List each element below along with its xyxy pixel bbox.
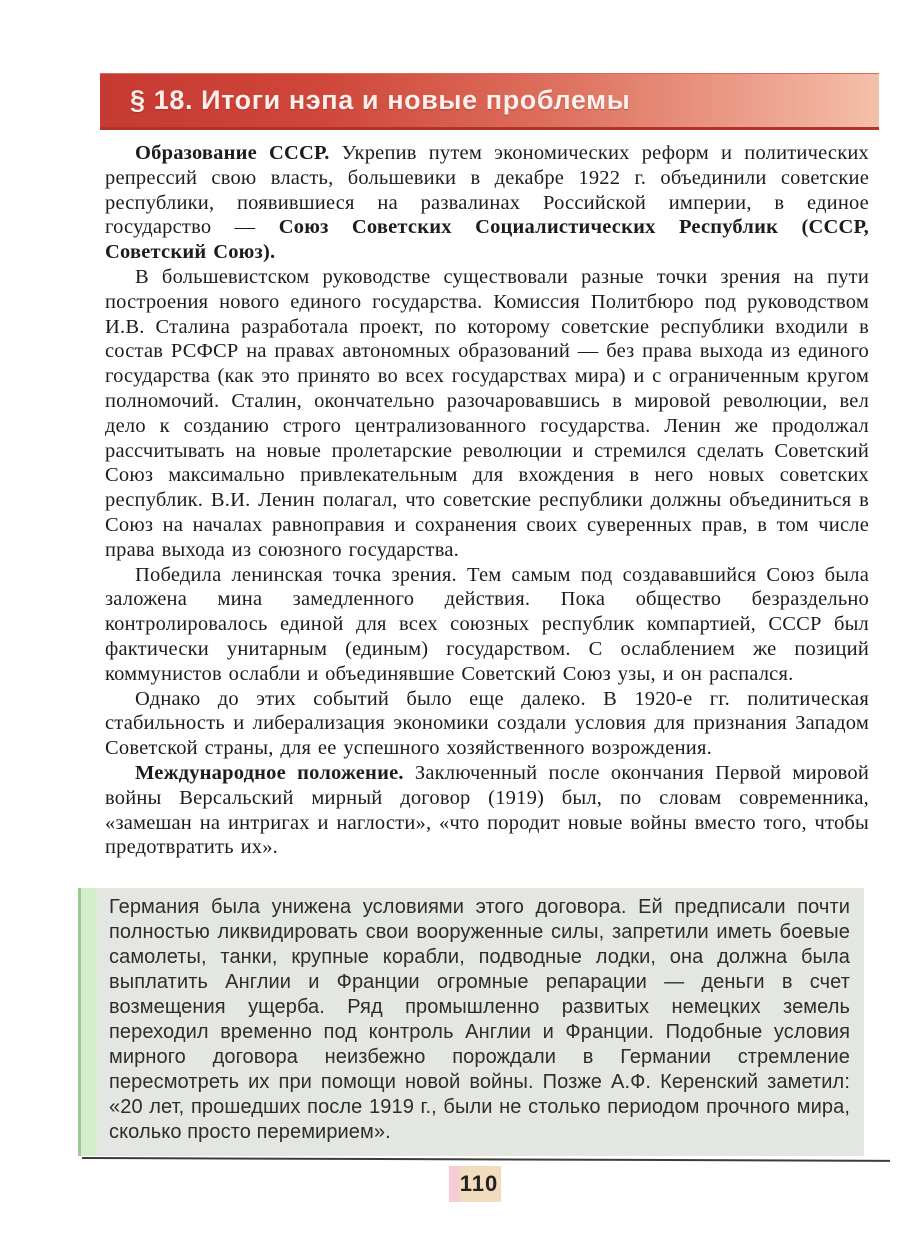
info-box-text: Германия была унижена условиями этого договора. Ей предписали почти полностью ликвидировать свои вооруженные силы, запретили иметь боевые самолеты, танки, крупные корабли, подводные лодки, она должна была выплатить Англии и Франции огромные репарации — деньги в счет возмещения ущерба. Ряд промышленно развитых немецких земель переходил временно под контроль Англии и Франции. Подобные условия мирного договора неизбежно порождали в Германии стремление пересмотреть их при помощи новой войны. Позже А.Ф. Керенский заметил: «20 лет, прошедших после 1919 г., были не столько периодом прочного мира, сколько просто перемирием».: [109, 896, 850, 1143]
paragraph-lenin-victory: [105, 563, 869, 687]
paragraph-text: Победила ленинская точка зрения. Тем самым под создававшийся Союз была заложена мина замедленного действия. Пока общество безраздельно контролировалось единой для всех союзных республик компартией, СССР был фактически унитарным (единым) государством. С ослаблением же позиций коммунистов ослабли и объединявшие Советский Союз узы, и он распался.: [105, 563, 869, 685]
section-header-banner: [100, 73, 879, 130]
paragraph-1920s-stability: [105, 687, 869, 761]
paragraph-bolshevik-leadership: [105, 265, 869, 563]
paragraph-international-position: [105, 761, 869, 860]
page-number: 110: [459, 1171, 499, 1196]
bold-term-mezhdunarodnoe-polozhenie: Международное положение.: [135, 761, 404, 784]
paragraph-obrazovanie-sssr: [105, 141, 869, 265]
page-number-badge: [449, 1166, 501, 1202]
article-body: [105, 141, 869, 860]
info-box-accent-strip: [78, 888, 97, 1156]
paragraph-text: Однако до этих событий было еще далеко. В 1920-е гг. политическая стабильность и либерализация экономики создали условия для признания Западом Советской страны, для ее успешного хозяйственного возрождения.: [105, 687, 869, 760]
info-box-germany: [78, 888, 864, 1156]
bold-term-obrazovanie-sssr: Образование СССР.: [135, 142, 330, 164]
paragraph-text: Заключенный после окончания Первой мировой войны Версальский мирный договор (1919) был, по словам современника, «замешан на интригах и наглости», «что породит новые войны вместо того, чтобы предотвратить их».: [105, 761, 869, 859]
paragraph-text: Укрепив путем экономических реформ и политических репрессий свою власть, большевики в декабре 1922 г. объединили советские республики, появившиеся на развалинах Российской империи, в единое государство —: [105, 142, 869, 239]
footer-rule: [82, 1157, 890, 1162]
section-title: § 18. Итоги нэпа и новые проблемы: [130, 85, 631, 115]
paragraph-text: В большевистском руководстве существовали разные точки зрения на пути построения нового единого государства. Комиссия Политбюро под руководством И.В. Сталина разработала проект, по которому советские республики входили в состав РСФСР на правах автономных образований — без права выхода из единого государства (как это принято во всех государствах мира) и с ограниченным кругом полномочий. Сталин, окончательно разочаровавшись в мировой революции, вел дело к созданию строго централизованного государства. Ленин же продолжал рассчитывать на новые пролетарские революции и стремился сделать Советский Союз максимально привлекательным для вхождения в него новых советских республик. В.И. Ленин полагал, что советские республики должны объединиться в Союз на началах равноправия и сохранения своих суверенных прав, в том числе права выхода из союзного государства.: [105, 265, 869, 561]
bold-term-soyuz-ssr: Союз Советских Социалистических Республик (СССР, Советский Союз).: [105, 216, 870, 264]
